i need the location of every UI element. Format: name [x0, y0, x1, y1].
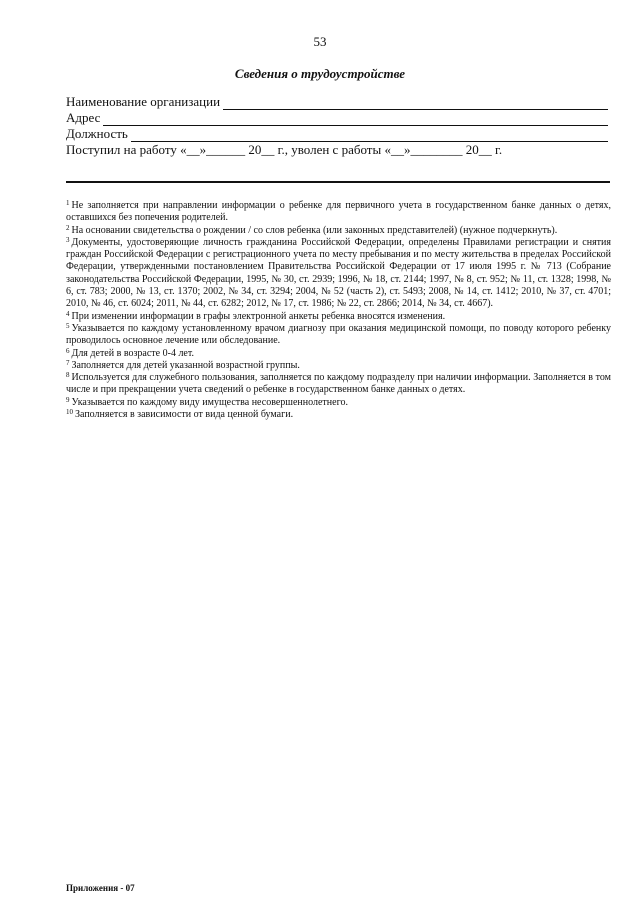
footnote-number: 2 — [66, 223, 70, 232]
employment-form — [66, 94, 608, 158]
footnote-8 — [66, 372, 611, 397]
work-dates-row — [66, 142, 608, 158]
footnote-text: Указывается по каждому установленному врачом диагнозу при оказания медицинской помощи, по поводу которого ребенку проводилось основное лечение или обследование. — [66, 322, 611, 347]
address-row — [66, 110, 608, 126]
footnote-text: Заполняется в зависимости от вида ценной бумаги. — [75, 409, 294, 421]
work-dates-text: Поступил на работу «__»______ 20__ г., уволен с работы «__»________ 20__ г. — [66, 142, 503, 157]
org-row — [66, 94, 608, 110]
footnotes — [66, 200, 611, 421]
position-fill-line — [131, 129, 608, 142]
footnote-text: Используется для служебного пользования, заполняется по каждому подразделу при наличии информации. Заполняется в том числе и при прекращении учета сведений о ребенке в государственном банке данных о детях. — [66, 372, 611, 396]
footnote-text: Заполняется для детей указанной возрастной группы. — [71, 359, 300, 371]
footnote-5 — [66, 323, 611, 348]
org-fill-line — [223, 97, 608, 110]
footnote-1 — [66, 200, 611, 225]
footnote-number: 4 — [66, 309, 70, 318]
footnote-2 — [66, 225, 611, 237]
footnote-10 — [66, 409, 611, 421]
footnote-text: При изменении информации в графы электронной анкеты ребенка вносятся изменения. — [71, 310, 446, 322]
separator-line — [66, 181, 610, 183]
footnote-text: На основании свидетельства о рождении / со слов ребенка (или законных представителей) (нужное подчеркнуть). — [71, 224, 558, 236]
footnote-number: 1 — [66, 199, 70, 207]
footnote-4 — [66, 311, 611, 323]
page-number: 53 — [313, 34, 327, 49]
footnote-number: 6 — [66, 346, 70, 355]
footnote-number: 8 — [66, 371, 70, 380]
footnote-text: Для детей в возрасте 0-4 лет. — [71, 347, 194, 359]
footnote-text: Указывается по каждому виду имущества несовершеннолетнего. — [71, 396, 348, 408]
position-label: Должность — [66, 126, 128, 141]
footer-label: Приложения - 07 — [66, 883, 135, 893]
footnote-6 — [66, 348, 611, 360]
footnote-text: Не заполняется при направлении информации о ребенке для первичного учета в государственном банке данных о детях, оставшихся без попечения родителей. — [66, 200, 611, 224]
footnote-number: 7 — [66, 358, 70, 367]
footnote-number: 5 — [66, 321, 70, 330]
footnote-7 — [66, 360, 611, 372]
section-title: Сведения о трудоустройстве — [234, 66, 406, 81]
footnote-number: 9 — [66, 395, 70, 404]
address-label: Адрес — [66, 110, 101, 125]
footnote-9 — [66, 397, 611, 409]
address-fill-line — [103, 113, 608, 126]
footnote-text: Документы, удостоверяющие личность гражданина Российской Федерации, определены Правилами регистрации и снятия граждан Российской Федерации с регистрационного учета по месту пребывания и по месту жительства в пределах Российской Федерации, утвержденными постановлением Правительства Российской Федерации от 17 июля 1995 г. № 713 (Собрание законодательства Российской Федерации, 1995, № 30, ст. 2939; 1996, № 18, ст. 2144; 1997, № 8, ст. 952; № 11, ст. 1328; 1998, № 6, ст. 783; 2000, № 13, ст. 1370; 2002, № 34, ст. 3294; 2004, № 52 (часть 2), ст. 5493; 2008, № 14, ст. 1412; 2010, № 37, ст. 4701; 2010, № 46, ст. 6024; 2011, № 44, ст. 6282; 2012, № 17, ст. 1986; № 22, ст. 2866; 2014, № 34, ст. 4667). — [66, 236, 611, 310]
org-label: Наименование организации — [66, 94, 221, 109]
footnote-number: 10 — [66, 408, 73, 417]
footnote-number: 3 — [66, 235, 70, 244]
footnote-3 — [66, 237, 611, 311]
position-row — [66, 126, 608, 142]
